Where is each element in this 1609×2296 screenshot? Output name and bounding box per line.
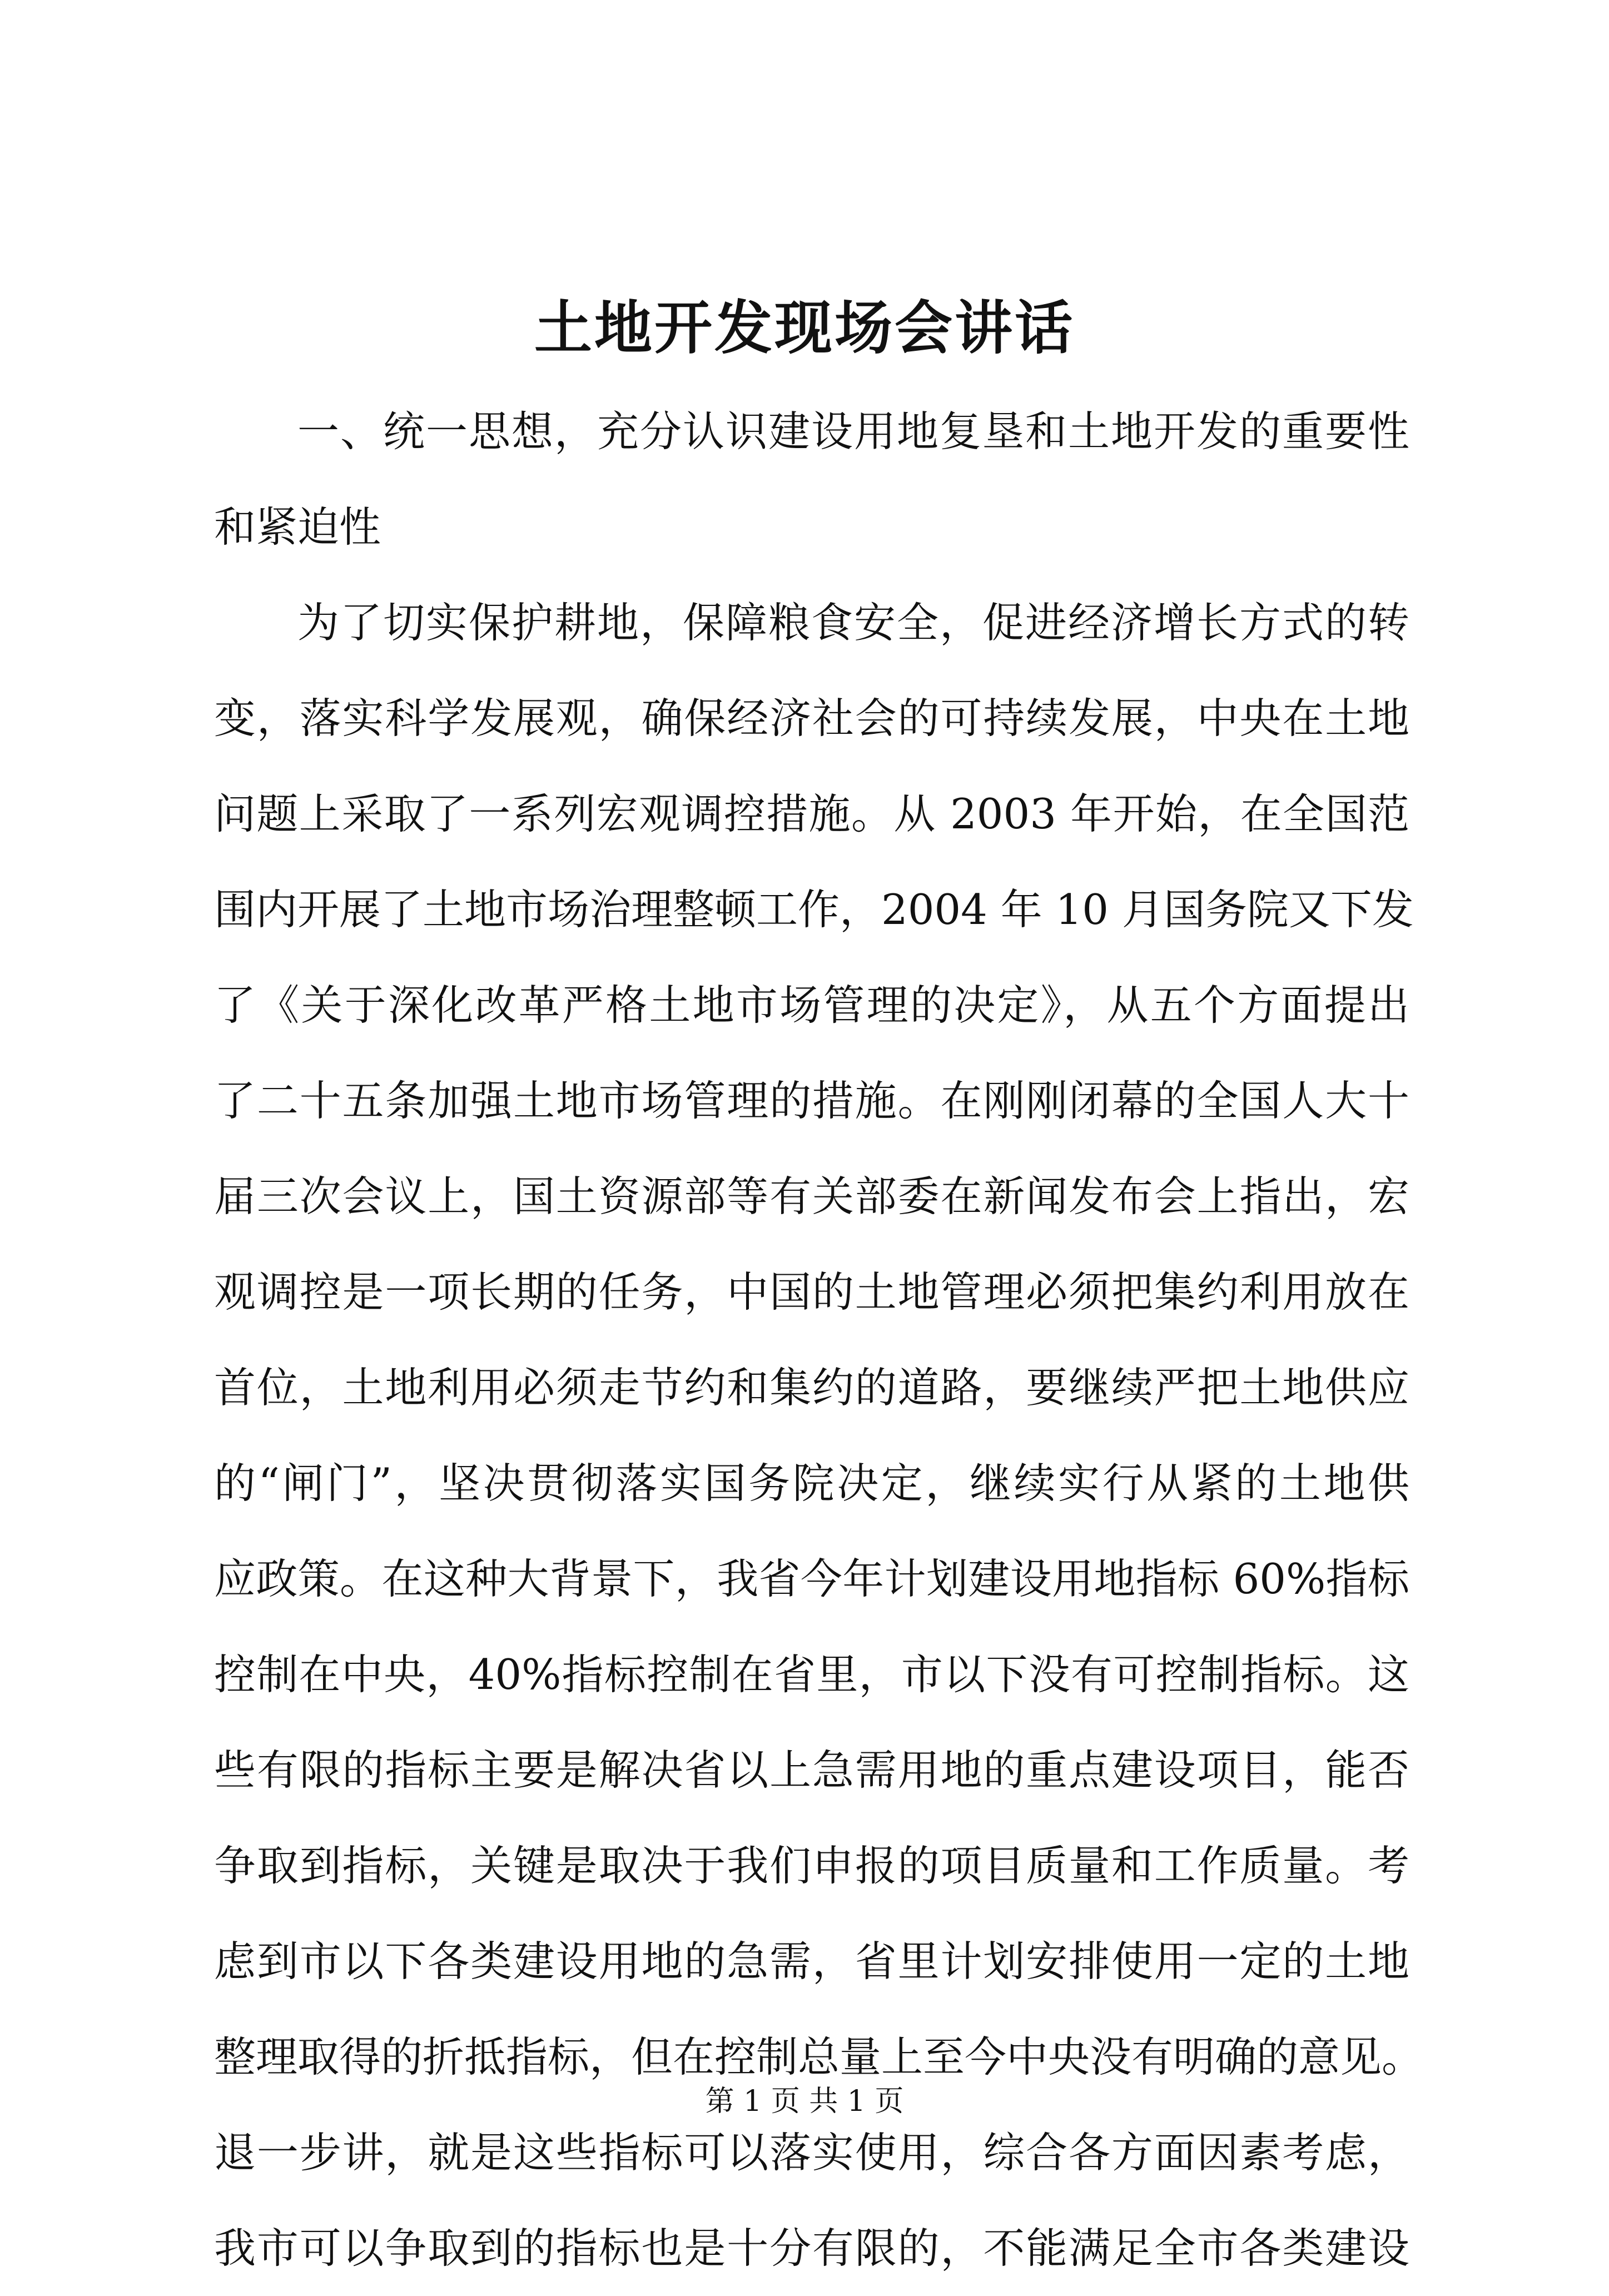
paragraph-line: 观调控是一项长期的任务，中国的土地管理必须把集约利用放在 (214, 1268, 1409, 1316)
paragraph-line: 虑到市以下各类建设用地的急需，省里计划安排使用一定的土地 (214, 1937, 1409, 1986)
document-title: 土地开发现场会讲话 (534, 294, 1075, 362)
paragraph-line: 整理取得的折抵指标，但在控制总量上至今中央没有明确的意见。 (214, 2032, 1424, 2081)
paragraph-line: 届三次会议上，国土资源部等有关部委在新闻发布会上指出，宏 (214, 1172, 1409, 1221)
paragraph-line: 的“闸门”，坚决贯彻落实国务院决定，继续实行从紧的土地供 (214, 1459, 1409, 1508)
paragraph-line: 退一步讲，就是这些指标可以落实使用，综合各方面因素考虑， (214, 2128, 1409, 2177)
paragraph-line: 我市可以争取到的指标也是十分有限的，不能满足全市各类建设 (214, 2224, 1409, 2273)
page-footer: 第 1 页 共 1 页 (705, 2085, 904, 2118)
paragraph-line: 了二十五条加强土地市场管理的措施。在刚刚闭幕的全国人大十 (214, 1076, 1409, 1125)
document-body (214, 384, 1424, 2296)
paragraph-line: 变，落实科学发展观，确保经济社会的可持续发展，中央在土地 (214, 694, 1409, 743)
paragraph-line: 围内开展了土地市场治理整顿工作，2004 年 10 月国务院又下发 (214, 885, 1414, 934)
paragraph-line: 为了切实保护耕地，保障粮食安全，促进经济增长方式的转 (297, 598, 1409, 647)
paragraph-line: 了《关于深化改革严格土地市场管理的决定》，从五个方面提出 (214, 981, 1409, 1030)
paragraph-line: 首位，土地利用必须走节约和集约的道路，要继续严把土地供应 (214, 1363, 1409, 1412)
heading-line: 一、统一思想，充分认识建设用地复垦和土地开发的重要性 (297, 407, 1409, 456)
paragraph-line: 控制在中央，40%指标控制在省里，市以下没有可控制指标。这 (214, 1650, 1409, 1699)
paragraph-line: 应政策。在这种大背景下，我省今年计划建设用地指标 60%指标 (214, 1554, 1409, 1603)
heading-line: 和紧迫性 (214, 503, 381, 551)
paragraph-line: 些有限的指标主要是解决省以上急需用地的重点建设项目，能否 (214, 1746, 1409, 1795)
paragraph-line: 问题上采取了一系列宏观调控措施。从 2003 年开始，在全国范 (214, 789, 1409, 838)
paragraph-line: 争取到指标，关键是取决于我们申报的项目质量和工作质量。考 (214, 1841, 1409, 1890)
